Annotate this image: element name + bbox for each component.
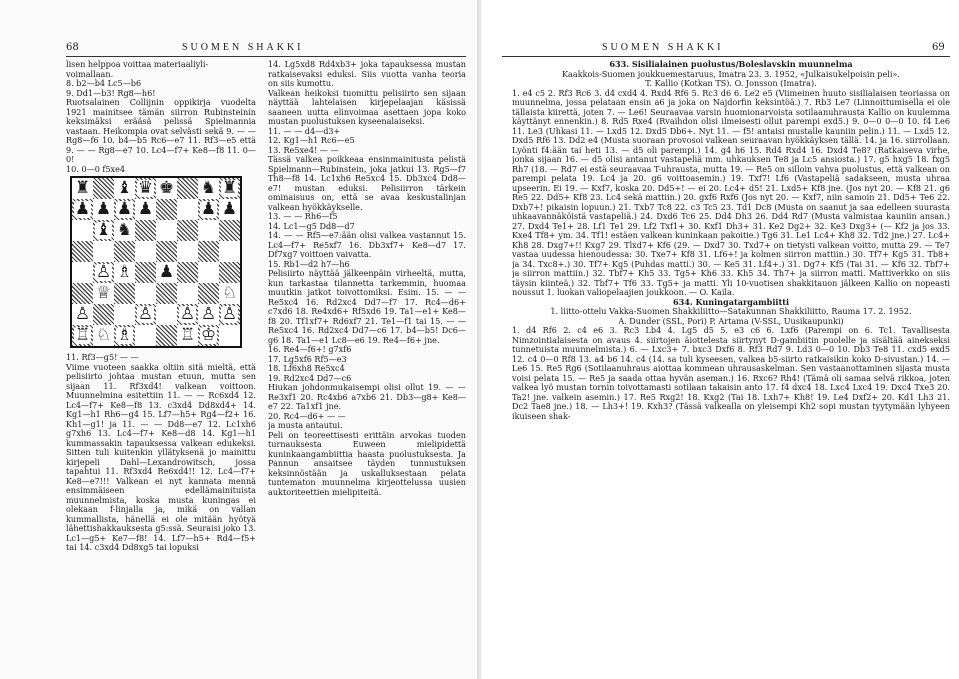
board-square — [177, 283, 198, 304]
paragraph: 9. Dd1—b3! Rg8—h6! — [66, 87, 156, 98]
board-square — [114, 262, 135, 283]
board-square — [72, 262, 93, 283]
chess-piece: ♟ — [200, 199, 217, 219]
chess-diagram — [70, 176, 242, 350]
paragraph: T. Kallio (Kotkan TS). O. Jonsson (Imatra). — [645, 78, 817, 88]
board-square — [219, 241, 240, 262]
board-square — [135, 178, 156, 199]
paragraph: 634. Kuningatargambiitti — [672, 296, 790, 307]
paragraph: 14. Lg5xd8 Rd4xb3+ joka tapauksessa mustan ratkaisevaksi eduksi. Siis vuotta vanha teoria on siis kumottu. — [268, 60, 466, 88]
board-square — [219, 262, 240, 283]
board-square — [156, 199, 177, 220]
board-square — [156, 220, 177, 241]
board-square — [135, 262, 156, 283]
board-square — [177, 220, 198, 241]
paragraph: 15. Rb1—d2 h7—h6 — [268, 258, 350, 269]
running-head: SUOMEN SHAKKI — [602, 42, 724, 53]
paragraph: 11. — — d4—d3+ — [268, 125, 341, 136]
board-square — [93, 325, 114, 346]
board-square — [72, 178, 93, 199]
right-column — [512, 60, 950, 672]
board-square — [135, 325, 156, 346]
running-head: SUOMEN SHAKKI — [182, 42, 304, 53]
paragraph: 19. Rd2xc4 Dd7—c6 — [268, 372, 352, 383]
paragraph: 10. 0—0 f5xe4 — [66, 163, 126, 174]
board-square — [135, 199, 156, 220]
header-rule — [502, 56, 950, 57]
chess-piece: ♟ — [74, 199, 91, 219]
chess-piece: ♙ — [74, 304, 91, 324]
left-column-1 — [66, 60, 256, 670]
board-square — [219, 220, 240, 241]
paragraph: Peli on teoreettisesti erittäin arvokas tuoden turnauksesta Euween mielipidettä kuninkaangambiittia haasta puolustuksesta. Ja Pannun ansaitsee täyden tunnustuksen keksinnöstään ja uskalluksestaan pelata tuntematon muunnelma kirjeottelussa uusien auktoriteettien mielipiteitä. — [268, 429, 466, 497]
board-square — [177, 304, 198, 325]
board-square — [93, 220, 114, 241]
paragraph: 633. Sisilialainen puolustus/Boleslavskin muunnelma — [609, 60, 853, 69]
chess-piece: ♟ — [221, 199, 238, 219]
paragraph: Hiukan johdonmukaisempi olisi ollut 19. — — Re3xf1 20. Rc4xb6 a7xb6 21. Db3—g8+ Ke8—e7 22. Ta1xf1 jne. — [268, 382, 466, 411]
board-square — [114, 325, 135, 346]
paragraph: Ruotsalainen Collijnin oppikirja vuodelta 1921 mainitsee tämän siirron Rubinsteinin keksimäksi erääsä pelissä Spielmannia vastaan. Heikompia ovat selvästi sekä 9. — — Rg8—f6 10. b4—b5 Rc6—e7 11. Rf3—e5 että 9. — — Rg8—e7 10. Lc4—f7+ Ke8—f8 11. 0—0! — [66, 97, 256, 164]
board-square — [198, 283, 219, 304]
board-square — [219, 304, 240, 325]
board-square — [93, 178, 114, 199]
chess-piece: ♗ — [116, 262, 133, 282]
paragraph: 1. d4 Rf6 2. c4 e6 3. Rc3 Lb4 4. Lg5 d5 5. e3 c6 6. Lxf6 (Parempi on 6. Tc1. Tavallisesta Nimzointialaisesta on avaus 4. siirtojen äiottelesta siirtynyt D-gambiitin puolelle ja sisältää ainekseksi tunnetuista muunnelmista.) 6. — Lxc3+ 7. bxc3 Dxf6 8. Rf3 Rd7 9. Ld3 0—0 10. Db3 Te8 11. cxd5 exd5 12. c4 0—0 Rf8 13. a4 b6 14. c4 (14. sa tuli kyseesen, valkea b5-siirto ratkaisikin koko D-sivustan.) 14. — Le6 15. Re5 Rg6 (Sotilaanuhraus aiottaa kommean uhrausaskelman. Sen vastaanottaminen sijasta musta voisi pelata 15. — Re5 ja saada ottaa hyvän aseman.) 16. Rxc6? Rh4! (Tämä oli samaa selvä rikkoa, joten valkea lyö mustan tornin toivottamasti sotilaan takaisin anto 17. f4 dxc4 18. Lxc4 Lxc4 19. Dxc4 Txe3 20. Ta2! jne. valkein asemin.) 17. Re5 Rxg2! 18. Kxg2 (Tai 18. Lxh7+ Kh8! 19. Le4 Dxf2+ 20. Kd1 Lh3 21. Dc2 Tae8 jne.) 18. — Lh3+! 19. Kxh3? (Tässä valkealla on yleisempi Kh2 sopi mustan tyytymään lyhyeen ikuiseen shak- — [512, 325, 950, 421]
board-square — [72, 283, 93, 304]
chess-piece: ♟ — [137, 199, 154, 219]
paragraph: ja musta antautui. — [268, 420, 343, 430]
chess-piece: ♗ — [116, 325, 133, 345]
board-square — [114, 304, 135, 325]
board-square — [198, 262, 219, 283]
chess-piece: ♘ — [221, 283, 238, 303]
board-square — [135, 241, 156, 262]
paragraph: A. Dunder (SSL, Pori) P. Artama (V-SSL, Uusikaupunki) — [618, 315, 844, 326]
chess-piece: ♕ — [95, 283, 112, 303]
paragraph: 13. — — Rh6—f5 — [268, 211, 338, 221]
board-square — [72, 304, 93, 325]
board-square — [114, 199, 135, 220]
chess-piece: ♜ — [74, 178, 91, 198]
board-square — [72, 220, 93, 241]
board-square — [177, 241, 198, 262]
board-square — [177, 178, 198, 199]
board-square — [177, 199, 198, 220]
paragraph: 8. b2—b4 Lc5—b6 — [66, 78, 142, 88]
board-square — [177, 325, 198, 346]
text-block — [66, 353, 256, 553]
chess-piece: ♝ — [95, 220, 112, 240]
board-square — [93, 262, 114, 283]
board-square — [198, 241, 219, 262]
chess-piece: ♔ — [200, 325, 217, 345]
paragraph: Kaakkois-Suomen joukkuemestaruus, Imatra 23. 3. 1952, «Julkaisukelpoisin peli». — [562, 68, 900, 79]
page-number: 69 — [932, 42, 945, 53]
board-square — [219, 199, 240, 220]
paragraph: Viime vuoteen saakka oltiin sitä mieltä, että pelisiirto johtaa mustan etuun, mutta sen sijaan 11. Rf3xd4! valkean voittoon. Muunnelmina esitettiin 11. — — Rc6xd4 12. Lc4—f7+ Ke8—f8 13. c3xd4 Dd8xd4+ 14. Kg1—h1 Rh6—g4 15. Lf7—h5+ Rg4—f2+ 16. Kh1—g1! ja 11. — — Dd8—e7 12. Lc1xh6 g7xh6 13. Lc4—f7+ Ke8—d8 14. Kg1—h1 kummassakin tapauksessa valkean edukeksi. Sitten tuli kuitenkin yllätyksenä jo mainittu kirjepeli Dahl—Lexandrowitsch, jossa tapahtui 11. Rf3xd4 Re6xd4!! 12. Lc4—f7+ Ke8—e7!!! Valkean ei nyt kannata mennä ensimmäiseen edellämainituista muunnelmista, koska musta kuningas ei olekaan f-linjalla ja, mikä on vallan kummallista, hänellä ei ole mitään hyötyä lähettishakkauksesta g5:ssä. Seuraisi joko 13. Lc1—g5+ Ke7—f8! 14. Lf7—h5+ Rd4—f5+ tai 14. c3xd4 Dd8xg5 tai lopuksi — [66, 361, 256, 552]
chess-piece: ♟ — [95, 199, 112, 219]
board-square — [93, 199, 114, 220]
paragraph: 16. Re4—f6+! g7xf6 — [268, 344, 352, 354]
chess-piece: ♟ — [158, 262, 175, 282]
header-rule — [66, 56, 466, 57]
board-square — [156, 241, 177, 262]
chess-piece: ♛ — [137, 178, 154, 198]
chess-piece: ♙ — [137, 304, 154, 324]
paragraph: 18. Lf6xh8 Re5xc4 — [268, 363, 345, 373]
paragraph: Valkean heikoksi tuomittu pelisiirto sen sijaan näyttää lahtelaisen kirjepelaajan käsissä saaneen uutta elinvoimaa asettaen jopa koko mustan puolustuksen kyseenalaiseksi. — [268, 87, 466, 126]
chess-piece: ♘ — [95, 325, 112, 345]
chess-piece: ♚ — [158, 178, 175, 198]
chess-piece: ♙ — [221, 304, 238, 324]
chess-piece: ♙ — [200, 304, 217, 324]
board-square — [198, 325, 219, 346]
board-square — [156, 178, 177, 199]
chess-piece: ♙ — [95, 262, 112, 282]
paragraph: 17. Lg5xf6 Rf5—e3 — [268, 353, 347, 364]
paragraph: 1. liitto-ottelu Vakka-Suomen Shakkiliitto—Satakunnan Shakkiliitto, Rauma 17. 2. 1952. — [550, 306, 912, 316]
board-square — [156, 304, 177, 325]
paragraph: 1. e4 c5 2. Rf3 Rc6 3. d4 cxd4 4. Rxd4 Rf6 5. Rc3 d6 6. Le2 e5 (Viimeinen huuto sisilialaisen teoriassa on muunnelma, jossa pelataan ensin a6 ja joka on Najdorfin keksintöä.) 7. Rb3 Le7 (Linnoittumisella ei ole tällaista kiirettä, joten 7. — Le6! Seuraavaa varsin huomionarvoista sotilaanuhrausta Kallio on kuulemma käyttänyt ennenkin.) 8. Rd5 Rxe4 (Rvaihdon olisi ilmeisesti ollut parempi exd5.) 9. 0—0 0—0 10. f4 Le6 11. Le3 (Uhkasi 11. — Lxd5 12. Dxd5 Db6+. Nyt 11. — f5! antaisi mustalle kauniin pelin.) 11. — Lxd5 12. Dxd5 Rf6 13. Dd2 e4 (Musta suoraan provosoi valkean seuraavan hyökkäyksen tällä. 14. ja 16. siirrollaan. Lyönti f4:ään tai heti 13. — d5 oli parempi.) 14. g4 h6 15. Rd4 Rxd4 16. Dxd4 Te8? (Ratkaiseva virhe, jonka sijaan 16. — d5 olisi antanut vastapeliä mm. uhkauksen Te8 ja Lc5 ansiosta.) 17. g5 hxg5 18. fxg5 Rh7 (18. — Rd7 ei estä seuraavaa T-uhrausta, mutta 19. — Re5 on silloin vahva puolustus, että valkean on parempi pelata 19. Lc4 ja 20. g6 voittoasemin.) 19. Txf7! Lf6 (Vastapeliä sadakseen, musta uhraa upseerin. Ei 19. — Kxf7, koska 20. Dd5+! — ei 20. Lc4+ d5! 21. Lxd5+ Kf8 jne. (Jos nyt 20. — Kf8 21. g6 Re5 22. Dd5+ Kf8 23. Lc4 sekä mattiin.) 20. gxf6 Rxf6 (Jos nyt 20. — Kxf7, niin samoin 21. Dd5+ Te6 22. Dxb7+! pikaisin lopuun.) 21. Txb7 Tc8 22. c3 Tc5 23. Td1 Dc8 (Musta on saanut ja saa edelleen suurasta uhkaavannäköistä vastapeliä.) 24. Dxd6 Tc6 25. Dd4 Dh3 26. Dd4 Rd7 (Musta valmistaa kauniin ansan.) 27. Dxd4 Te1+ 28. Lf1 Te1 29. Lf2 Txf1+ 30. Kxf1 Dh3+ 31. Ke2 Dg2+ 32. Ke3 Dxg3+ (— Kf2 ja jos 33. Kxe4 Tf8+ ym. 34. Tf1! estäen valkean kuninkaan pakoitie.) Tg6 31. Le1 Lc4+ Kh8 32. Td2 jne.) 27. Lc4+ Kh8 28. Dxg7+!! Kxg7 29. Tlxd7+ Kf6 (29. — Dxd7 30. Txd7+ on tietysti valkean voitto, mutta 29. — Te7 vastaa uudessa hienoudessa: 30. Txe7+ Kf8 31. Lf6+! ja kolmen siirron mattiin.) 30. Tf7+ Kg5 31. Tb8+ ja 34. Txc8+.) 30. Tf7+ Kg5 (Puhdas matti.) 30. — Ke5 31. Lf4+.) 31. Dg7+ Kf5 (Tai 31. — Kf6 32. Tbf7+ ja siirron mattiin.) 32. Tbf7+ Kh5 33. Tg5+ Kh6 33. Kh5 34. Th7+ ja siirron matti. Mattiverkko on siis täysin kiinteä.) 32. Tbf7+ Tf6 33. Tg5+ ja matti. Yli 10-vuotisen shakkitauon jälkeen Kallio on nopeasti noussut 1. luokan valiopelaajien joukkoon. — O. Kaila. — [512, 87, 950, 297]
board-square — [135, 283, 156, 304]
board-square — [72, 199, 93, 220]
board-square — [219, 283, 240, 304]
chess-piece: ♞ — [200, 178, 217, 198]
chess-piece: ♖ — [179, 325, 196, 345]
board-square — [198, 220, 219, 241]
right-page — [482, 0, 959, 679]
paragraph: lisen helppoa voittaa materiaaliyli- — [66, 60, 209, 69]
chess-piece: ♟ — [116, 199, 133, 219]
chess-piece: ♙ — [179, 304, 196, 324]
board-square — [72, 241, 93, 262]
board-square — [114, 178, 135, 199]
chess-piece: ♜ — [221, 178, 238, 198]
board-square — [177, 262, 198, 283]
paragraph: 14. — — Rf5—e7:ään olisi valkea vastannut 15. Lc4—f7+ Re5xf7 16. Db3xf7+ Ke8—d7 17. Df7xg7 voittoen vaivatta. — [268, 230, 466, 259]
paragraph: voimallaan. — [66, 68, 114, 79]
page-number: 68 — [66, 42, 79, 53]
board-square — [114, 220, 135, 241]
board-square — [156, 283, 177, 304]
left-page — [0, 0, 477, 679]
paragraph: 11. Rf3—g5! — — — [66, 352, 139, 362]
board-square — [198, 304, 219, 325]
text-block — [66, 60, 256, 174]
board-square — [135, 220, 156, 241]
board-square — [93, 241, 114, 262]
board-square — [219, 325, 240, 346]
board-square — [93, 283, 114, 304]
board-square — [135, 304, 156, 325]
board-square — [93, 304, 114, 325]
board-square — [114, 241, 135, 262]
left-column-2 — [268, 60, 466, 670]
paragraph: 20. Rc4—d6+ — — — [268, 410, 346, 421]
board-square — [114, 283, 135, 304]
board-square — [156, 262, 177, 283]
chess-board — [70, 176, 242, 348]
chess-piece: ♞ — [116, 220, 133, 240]
chess-piece: ♖ — [74, 325, 91, 345]
board-square — [198, 178, 219, 199]
board-square — [156, 325, 177, 346]
board-square — [198, 199, 219, 220]
board-square — [219, 178, 240, 199]
paragraph: 13. Re5xe4! — — — [268, 144, 339, 155]
chess-piece: ♝ — [116, 178, 133, 198]
paragraph: Pelisiirto näyttää jälkeenpäin virheeltä, mutta, kun tarkastaa tilannetta tarkemmin, huomaa muutkin jatkot toivottomiksi. Esim. 15. — — Re5xc4 16. Rd2xc4 Dd7—f7 17. Rc4—d6+ c7xd6 18. Re4xd6+ Rf5xd6 19. Ta1—e1+ Ke8—f8 20. Tf1xf7+ Rd6xf7 21. Te1—f1 tai 15. — — Re5xc4 16. Rd2xc4 Dd7—c6 17. b4—b5! Dc6—g6 18. Ta1—e1 Lc8—e6 19. Re4—f6+ jne. — [268, 268, 466, 345]
paragraph: Tässä valkea poikkeaa ensinmainitusta pelistä Spielmann—Rubinstein, joka jatkui 13. Rg5—f7 Th8—f8 14. Lc1xh6 Re5xc4 15. Db3xc4 Dd8—e7! mustan eduksi. Pelisiirron tärkein ominaisuus on, että se avaa keskustalinjan valkean hyökkäykselle. — [268, 154, 466, 212]
paragraph: 14. Lc1—g5 Dd8—d7 — [268, 220, 355, 231]
paragraph: 12. Kg1—h1 Rc6—e5 — [268, 135, 355, 145]
board-square — [72, 325, 93, 346]
